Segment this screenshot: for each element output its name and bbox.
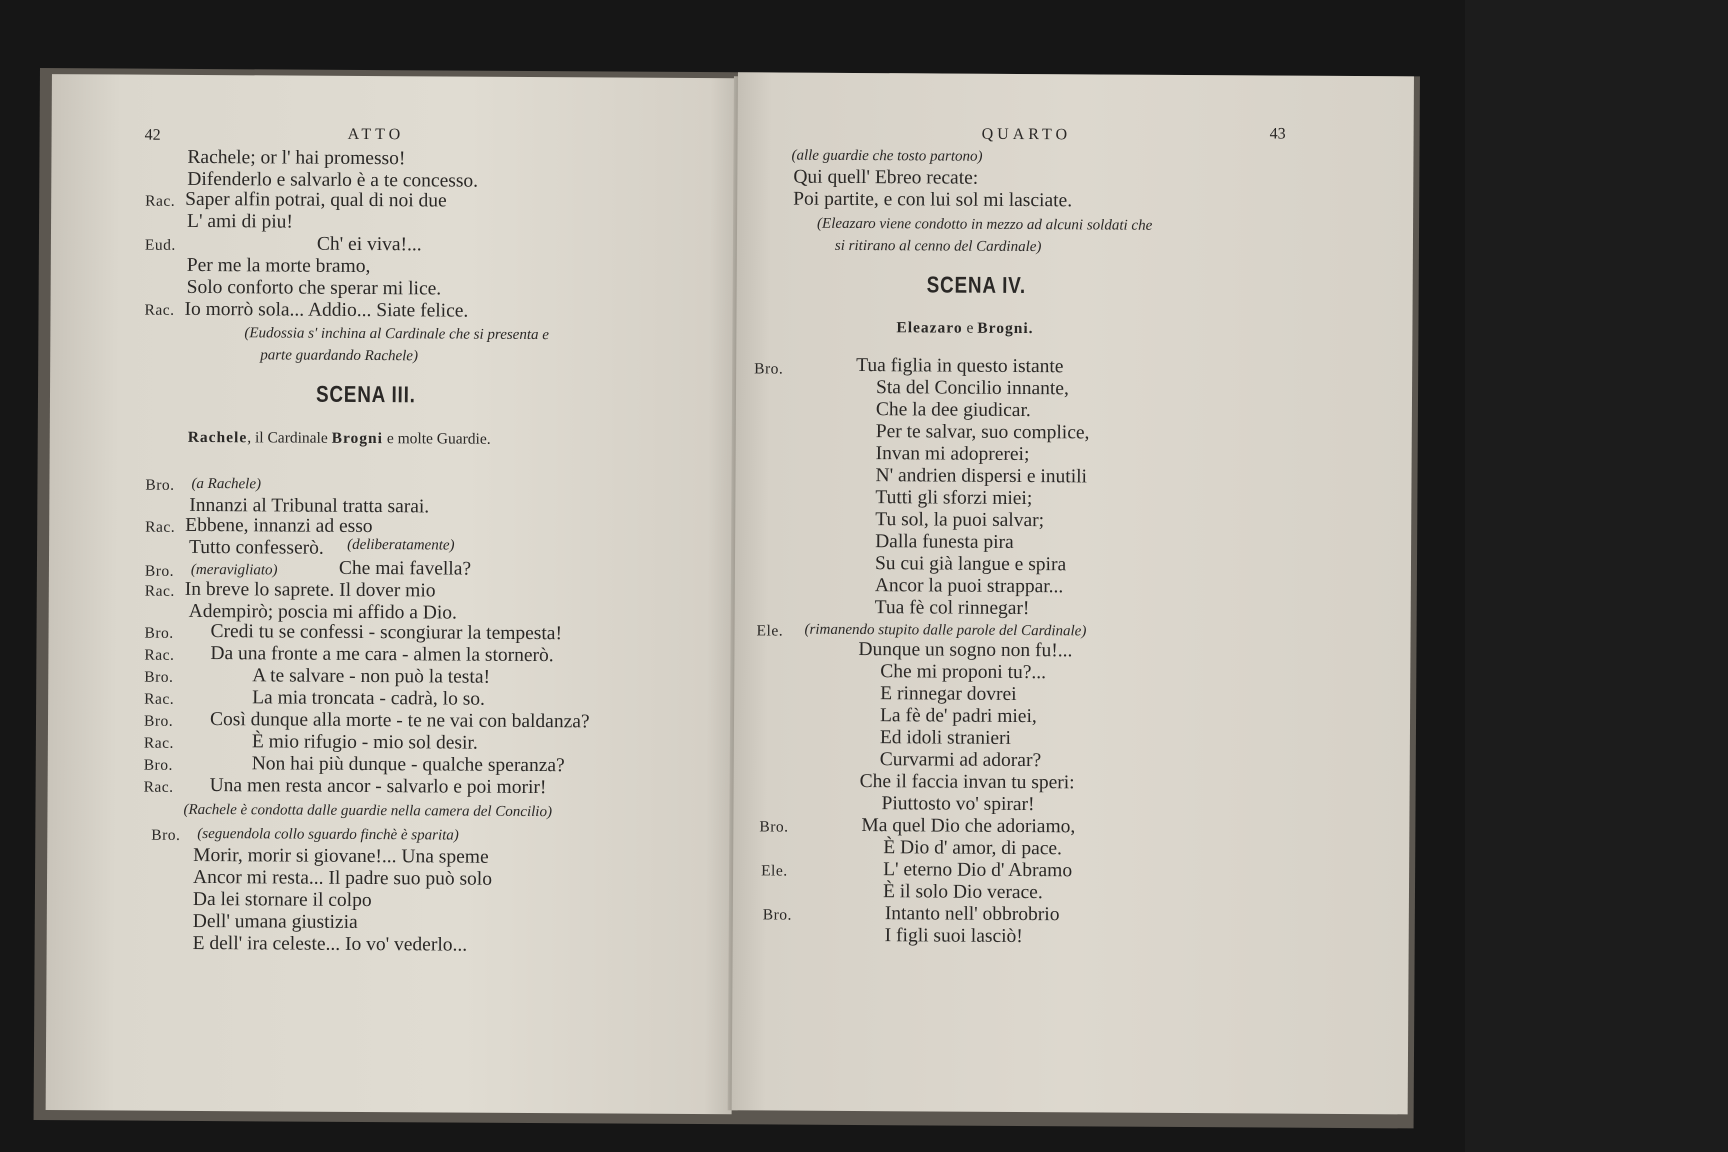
cast-text: , il Cardinale [247, 429, 328, 447]
verse-line: E dell' ira celeste... Io vo' vederlo... [192, 932, 468, 956]
speaker-label: Rac. [145, 518, 176, 536]
speaker-label: Eud. [144, 236, 176, 254]
verse-line: Che mai favella? [338, 557, 472, 580]
verse-line: Tutto confesserò. [189, 536, 324, 559]
verse-line: In breve lo saprete. Il dover mio [184, 578, 436, 602]
verse-line: I figli suoi lasciò! [884, 925, 1023, 948]
background-right [1465, 0, 1728, 1152]
speaker-label: Rac. [143, 778, 174, 796]
stage-direction: (seguendola collo sguardo finchè è sparita) [197, 825, 459, 844]
running-head: QUARTO [981, 125, 1072, 144]
speaker-label: Bro. [145, 476, 175, 494]
open-book [34, 68, 1420, 1128]
scene-cast [188, 427, 491, 451]
verse-line: Per te salvar, suo complice, [875, 421, 1090, 444]
scene-title: SCENA III. [315, 380, 416, 408]
verse-line: Ancor la puoi strappar... [874, 575, 1064, 598]
verse-line: È Dio d' amor, di pace. [883, 837, 1063, 860]
speaker-label: Bro. [144, 562, 175, 580]
verse-line: Innanzi al Tribunal tratta sarai. [189, 494, 430, 518]
cast-name: Brogni. [977, 319, 1034, 338]
verse-line: Poi partite, e con lui sol mi lasciate. [793, 188, 1073, 212]
verse-line: Ma quel Dio che adoriamo, [861, 815, 1076, 838]
verse-line: Curvarmi ad adorar? [879, 749, 1042, 772]
verse-line: Tua figlia in questo istante [856, 354, 1064, 378]
verse-line: Che mi proponi tu?... [880, 661, 1047, 684]
verse-line: Rachele; or l' hai promesso! [187, 146, 406, 170]
speaker-label: Bro. [144, 624, 174, 642]
speaker-label: Bro. [151, 826, 181, 844]
verse-line: Non hai più dunque - qualche speranza? [251, 753, 565, 777]
stage-direction: (Eleazaro viene condotto in mezzo ad alcuni soldati che [817, 215, 1153, 234]
speaker-label: Rac. [144, 646, 175, 664]
stage-direction: (a Rachele) [191, 475, 262, 493]
stage-direction: (Eudossia s' inchina al Cardinale che si presenta e [244, 325, 550, 344]
stage-direction: (meravigliato) [190, 561, 278, 579]
speaker-label: Ele. [761, 862, 788, 880]
verse-line: Tua fè col rinnegar! [874, 597, 1030, 620]
speaker-label: Rac. [144, 690, 175, 708]
verse-line: Adempirò; poscia mi affido a Dio. [188, 600, 457, 624]
verse-line: La fè de' padri miei, [879, 705, 1037, 728]
speaker-label: Rac. [144, 301, 175, 319]
stage-direction: parte guardando Rachele) [260, 347, 419, 365]
speaker-label: Ele. [756, 622, 784, 640]
verse-line: Dalla funesta pira [875, 531, 1014, 553]
verse-line: Solo conforto che sperar mi lice. [186, 276, 442, 300]
speaker-label: Rac. [143, 734, 174, 752]
right-page [732, 72, 1414, 1114]
verse-line: Dell' umana giustizia [192, 910, 358, 933]
speaker-label: Bro. [143, 712, 174, 730]
cast-text: e molte Guardie. [386, 430, 491, 448]
cast-text: e [966, 319, 974, 337]
stage-direction: (rimanendo stupito dalle parole del Cardinale) [804, 621, 1087, 640]
verse-line: Su cui già langue e spira [874, 553, 1067, 576]
speaker-label: Rac. [145, 192, 176, 210]
verse-line: Invan mi adoprerei; [875, 443, 1030, 466]
stage-direction: si ritirano al cenno del Cardinale) [834, 237, 1042, 256]
speaker-label: Bro. [143, 756, 173, 774]
cast-name: Eleazaro [896, 319, 963, 337]
cast-name: Brogni [331, 429, 384, 448]
verse-line: Da una fronte a me cara - almen la stornerò. [210, 643, 554, 667]
verse-line: L' eterno Dio d' Abramo [883, 859, 1073, 882]
speaker-label: Rac. [144, 582, 175, 600]
verse-line: Morir, morir si giovane!... Una speme [193, 844, 489, 868]
verse-line: Per me la morte bramo, [186, 254, 371, 278]
verse-line: Credi tu se confessi - scongiurar la tempesta! [210, 621, 563, 645]
verse-line: Ch' ei viva!... [316, 233, 422, 256]
verse-line: L' ami di piu! [187, 210, 294, 233]
speaker-label: Bro. [144, 668, 174, 686]
verse-line: È il solo Dio verace. [882, 881, 1043, 904]
verse-line: Intanto nell' obbrobrio [884, 903, 1060, 926]
verse-line: Ebbene, innanzi ad esso [185, 514, 373, 538]
verse-line: È mio rifugio - mio sol desir. [251, 731, 478, 754]
speaker-label: Bro. [762, 906, 793, 924]
verse-line: Piuttosto vo' spirar! [881, 793, 1035, 816]
scene-cast [896, 317, 1033, 340]
verse-line: Una men resta ancor - salvarlo e poi morir! [209, 775, 547, 799]
verse-line: Ancor mi resta... Il padre suo può solo [192, 866, 493, 890]
page-number: 42 [144, 126, 161, 144]
stage-direction: (deliberatamente) [347, 536, 455, 554]
scene-title: SCENA IV. [926, 271, 1027, 299]
verse-line: E rinnegar dovrei [880, 683, 1017, 705]
speaker-label: Bro. [759, 818, 789, 836]
verse-line: A te salvare - non può la testa! [252, 665, 491, 688]
page-number: 43 [1269, 125, 1286, 143]
verse-line: Saper alfin potrai, qual di noi due [185, 188, 447, 212]
verse-line: Così dunque alla morte - te ne vai con baldanza? [209, 709, 590, 733]
verse-line: Dunque un sogno non fu!... [858, 639, 1073, 662]
verse-line: Che la dee giudicar. [875, 399, 1031, 422]
verse-line: Qui quell' Ebreo recate: [793, 166, 979, 189]
verse-line: Io morrò sola... Addio... Siate felice. [184, 298, 469, 322]
verse-line: N' andrien dispersi e inutili [875, 465, 1088, 488]
stage-direction: (Rachele è condotta dalle guardie nella camera del Concilio) [183, 801, 553, 821]
verse-line: Che il faccia invan tu speri: [859, 771, 1075, 794]
verse-line: Tu sol, la puoi salvar; [875, 509, 1045, 532]
verse-line: Sta del Concilio innante, [875, 377, 1069, 400]
verse-line: La mia troncata - cadrà, lo so. [252, 687, 486, 710]
verse-line: Tutti gli sforzi miei; [875, 487, 1033, 510]
verse-line: Ed idoli stranieri [879, 727, 1012, 749]
verse-line: Difenderlo e salvarlo è a te concesso. [187, 168, 479, 192]
left-page [46, 74, 738, 1114]
cast-name: Rachele [187, 428, 248, 447]
running-head: ATTO [347, 125, 405, 144]
stage-direction: (alle guardie che tosto partono) [791, 147, 983, 165]
verse-line: Da lei stornare il colpo [192, 888, 372, 912]
speaker-label: Bro. [754, 360, 784, 378]
